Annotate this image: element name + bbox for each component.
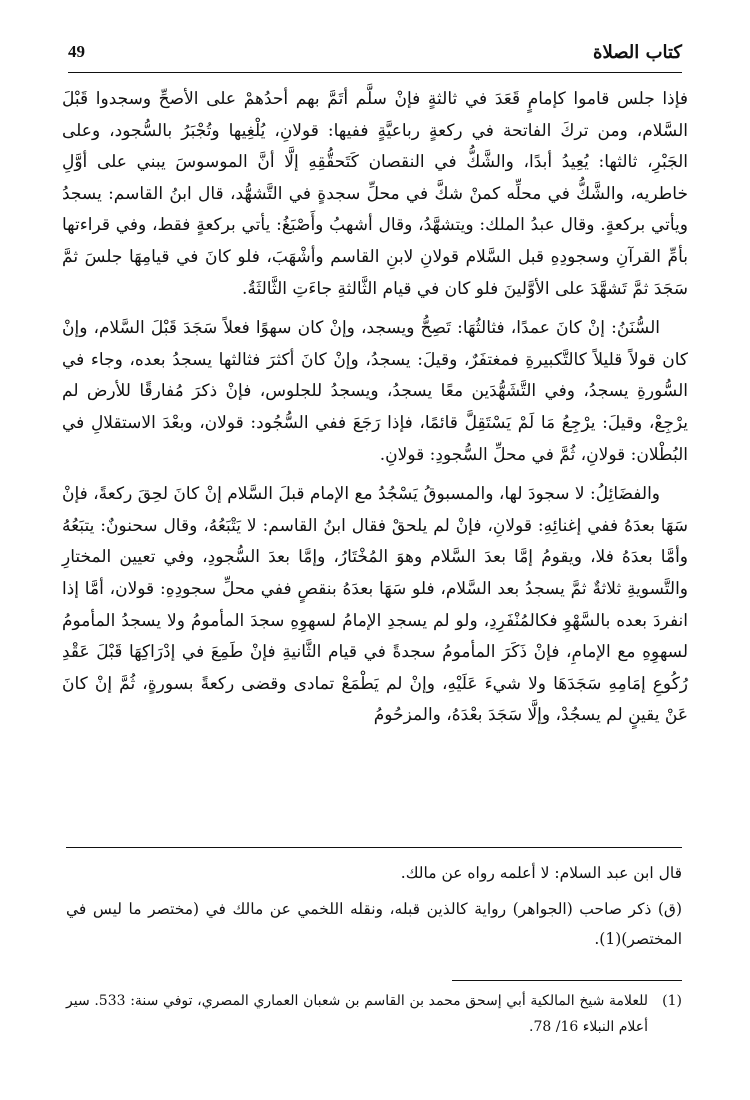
footnote-number: (1) <box>662 993 682 1009</box>
note: (ق) ذكر صاحب (الجواهر) رواية كالذين قبله، ونقله اللخمي عن مالك في (مختصر ما ليس في المختصر)(1). <box>66 900 682 948</box>
footnote-text: للعلامة شيخ المالكية أبي إسحق محمد بن القاسم بن شعبان العماري المصري، توفي سنة: 533. سير أعلام النبلاء 16/ 78. <box>66 993 648 1035</box>
main-text <box>62 84 688 740</box>
running-title: كتاب الصلاة <box>593 42 682 63</box>
footnotes <box>66 988 682 1040</box>
paragraph: فإذا جلس قاموا كإمامٍ قَعَدَ في ثالثةٍ فإنْ سلَّم أتَمَّ بهم أحدُهمْ على الأصحِّ وسجدوا قَبْلَ السَّلام، ومن تركَ الفاتحة في ركعةٍ رباعيَّةٍ ففيها: قولانِ، يُلْغِيها وتُجْبَرُ بالسُّجود، وعلى الجَبْرِ، ثالثها: يُعِيدُ أبدًا، والشَّكُّ في النقصان كَتَحقُّقِهِ إلَّا أنَّ الموسوسَ يبني على أوَّلِ خاطريه، والشَّكُّ في محلِّه كمنْ شكَّ في محلِّ سجدةٍ في التَّشهُّد، قال ابنُ القاسم: يسجدُ ويأتي بركعةٍ. وقال عبدُ الملك: ويتشهَّدُ، وقال أشهبُ وأَصْبَغُ: يأتي بركعةٍ فقط، وفي قراءتها بأمِّ القرآنِ وسجودِهِ قبل السَّلام قولانِ لابنِ القاسم وأشْهَبَ، فلو كانَ في قيامِهَا جلسَ ثمَّ سَجَدَ ثمَّ تَشهَّدَ على الأوَّلينَ فلو كان في قيام الثَّالثةِ جاءَتِ الثَّالثَةُ. <box>62 89 689 299</box>
paragraph: والفضَائِلُ: لا سجودَ لها، والمسبوقُ يَسْجُدُ مع الإمام قبلَ السَّلام إنْ كانَ لحِقَ ركعةً، فإنْ سَهَا بعدَهُ ففي إغنائِهِ: قولانِ، فإنْ لم يلحقْ فقال ابنُ القاسم: لا يَتْبَعُهُ، وقال سحنونٌ: يتبَعُهُ وأمَّا بعدَهُ فلا، ويقومُ إمَّا بعدَ السَّلام وهوَ المُخْتَارُ، وإمَّا بعدَ السُّجودِ، وفي تعيين المختارِ والتَّسويةِ ثلاثةٌ ثمَّ يسجدُ بعد السَّلام، فلو سَهَا بعدَهُ بنقصٍ ففي محلِّ سجودِهِ: قولان، أمَّا إذا انفردَ بعده بالسَّهْوِ فكالمُنْفَرِدِ، ولو لم يسجدِ الإمامُ لسهوِهِ سجدَ المأمومُ ولا يسجدُ المأمومُ لسهوِهِ مع الإمامِ، فإنْ ذَكَرَ المأمومُ سجدةً في قيام الثَّانيةِ فإنْ طَمِعَ في إدْرَاكِهَا قَبْلَ عَقْدِ رُكُوعِ إمَامِهِ سَجَدَهَا ولا شيءَ عَلَيْهِ، وإنْ لم يَطْمَعْ تمادى وقضى ركعةً بسورةٍ، ثُمَّ إنْ كانَ عَنْ يقينٍ لم يسجُدْ، وإلَّا سَجَدَ بعْدَهُ، والمزحُومُ <box>61 484 689 726</box>
footnote-divider <box>452 980 682 981</box>
paragraph: السُّنَنُ: إنْ كانَ عمدًا، فثالثُهَا: تَصِحُّ ويسجد، وإنْ كان سهوًا فعلاً سَجَدَ قَبْلَ السَّلام، وإنْ كان قولاً قليلاً كالتَّكبيرةِ فمغتفَرٌ، وقيلَ: يسجدُ، وإنْ كانَ أكثرَ فثالثها يسجدُ بعده، وجاء في السُّورةِ يسجدُ، وفي التَّشَهُّدَين معًا يسجدُ، ويسجدُ للجلوس، فإنْ ذكرَ مُفارقًا للأرض لم يرْجِعْ، وقيلَ: يرْجِعُ مَا لَمْ يَسْتَقِلَّ قائمًا، فإذا رَجَعَ ففي السُّجُود: قولان، وبعْدَ الاستقلالِ في البُطْلان: قولانِ، ثُمَّ في محلِّ السُّجودِ: قولانِ. <box>62 318 688 465</box>
page-header <box>68 38 682 73</box>
note: قال ابن عبد السلام: لا أعلمه رواه عن مالك. <box>400 864 682 882</box>
notes-divider <box>66 847 682 848</box>
page-number: 49 <box>68 42 85 61</box>
footnote <box>66 988 682 1040</box>
notes-section <box>66 858 682 960</box>
